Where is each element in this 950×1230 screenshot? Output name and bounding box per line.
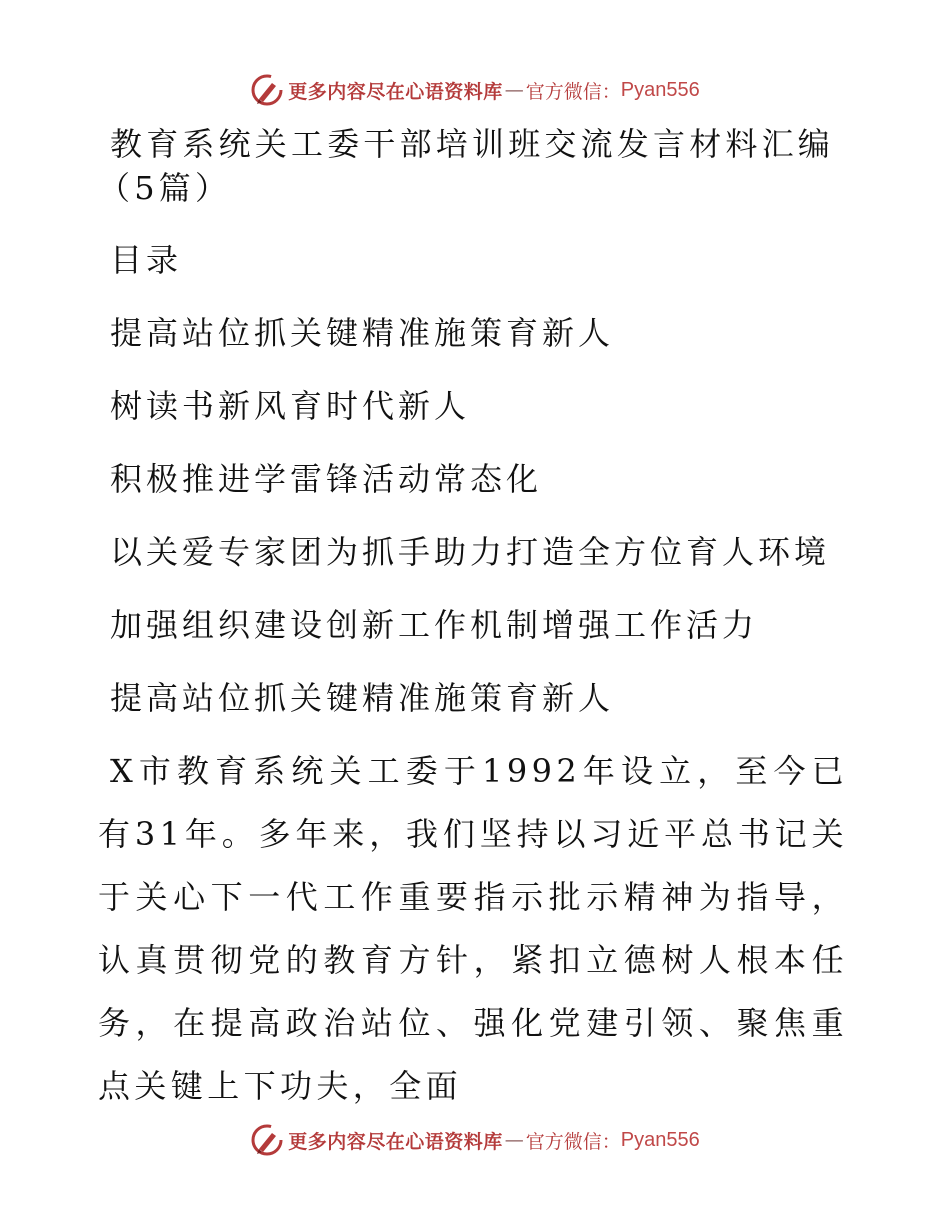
- body-paragraph: X市教育系统关工委于1992年设立，至今已有31年。多年来，我们坚持以习近平总书记关于关心下一代工作重要指示批示精神为指导，认真贯彻党的教育方针，紧扣立德树人根本任务，在提高政治站位、强化党建引领、聚焦重点关键上下功夫，全面: [98, 752, 848, 1105]
- document-body: [98, 122, 848, 1118]
- toc-heading: 目录: [110, 241, 183, 279]
- watermark-main-text: 更多内容尽在心语资料库: [288, 80, 503, 103]
- toc-item-3: 积极推进学雷锋活动常态化: [110, 460, 543, 498]
- toc-item-1: 提高站位抓关键精准施策育新人: [110, 314, 615, 352]
- toc-item-5: 加强组织建设创新工作机制增强工作活力: [110, 606, 759, 644]
- bottom-watermark-banner: [0, 1120, 950, 1160]
- watermark-dash: —: [504, 79, 524, 101]
- toc-item-4: 以关爱专家团为抓手助力打造全方位育人环境: [110, 533, 831, 571]
- watermark-wechat-label: 官方微信：: [525, 1130, 621, 1153]
- pen-logo-icon: [250, 1123, 284, 1157]
- watermark-wechat-id: Pyan556: [620, 78, 700, 101]
- section-heading: 提高站位抓关键精准施策育新人: [110, 679, 615, 717]
- watermark-dash: —: [504, 1129, 524, 1151]
- pen-logo-icon: [250, 73, 284, 107]
- watermark-wechat-label: 官方微信：: [525, 80, 621, 103]
- watermark-wechat-id: Pyan556: [620, 1128, 700, 1151]
- document-title: 教育系统关工委干部培训班交流发言材料汇编（5篇）: [98, 125, 835, 207]
- top-watermark-banner: [0, 70, 950, 110]
- watermark-main-text: 更多内容尽在心语资料库: [288, 1130, 503, 1153]
- toc-item-2: 树读书新风育时代新人: [110, 387, 471, 425]
